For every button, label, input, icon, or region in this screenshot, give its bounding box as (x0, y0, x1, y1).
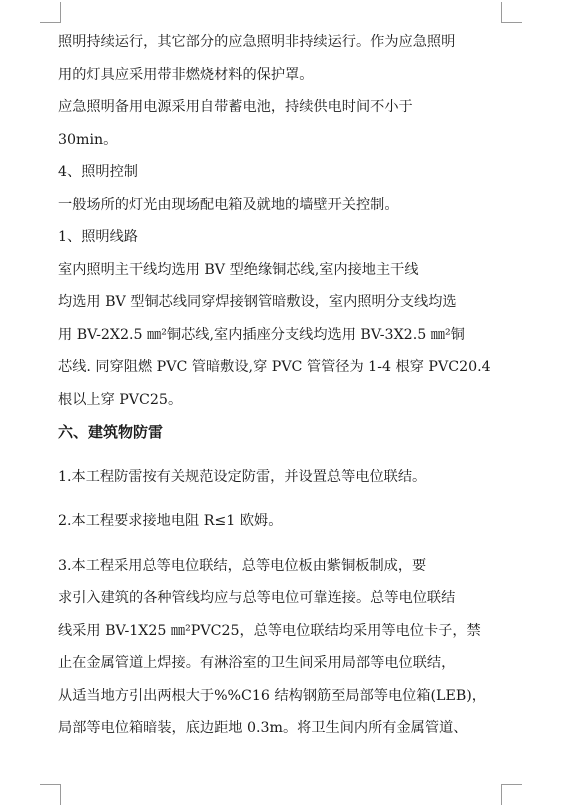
page-corner-mark-bottom-right (501, 784, 522, 805)
text-line: 芯线. 同穿阻燃 PVC 管暗敷设,穿 PVC 管管径为 1-4 根穿 PVC20.4 (58, 359, 491, 375)
text-line: 3.本工程采用总等电位联结，总等电位板由紫铜板制成，要 (58, 557, 427, 574)
text-line: 1、照明线路 (58, 229, 138, 245)
text-line: 照明持续运行，其它部分的应急照明非持续运行。作为应急照明 (58, 34, 456, 50)
text-line: 2.本工程要求接地电阻 R≤1 欧姆。 (58, 513, 283, 529)
page-corner-mark-top-right (501, 2, 522, 23)
text-line: 用的灯具应采用带非燃烧材料的保护罩。 (58, 66, 314, 83)
text-line: 根以上穿 PVC25。 (58, 391, 183, 408)
page-corner-mark-bottom-left (40, 784, 61, 805)
section-heading: 六、建筑物防雷 (58, 423, 164, 441)
text-line: 局部等电位箱暗装，底边距地 0.3m。将卫生间内所有金属管道、 (58, 720, 468, 736)
text-line: 均选用 BV 型铜芯线同穿焊接钢管暗敷设，室内照明分支线均选 (58, 294, 457, 310)
text-line: 一般场所的灯光由现场配电箱及就地的墙壁开关控制。 (58, 196, 399, 213)
text-line: 用 BV-2X2.5 ㎜²铜芯线,室内插座分支线均选用 BV-3X2.5 ㎜²铜 (58, 326, 465, 343)
spacer (58, 449, 504, 461)
text-line: 1.本工程防雷按有关规范设定防雷，并设置总等电位联结。 (58, 468, 427, 485)
text-line: 线采用 BV-1X25 ㎜²PVC25，总等电位联结均采用等电位卡子，禁 (58, 622, 481, 639)
text-line: 应急照明备用电源采用自带蓄电池，持续供电时间不小于 (58, 99, 413, 115)
text-line: 室内照明主干线均选用 BV 型绝缘铜芯线,室内接地主干线 (58, 261, 419, 278)
spacer (58, 493, 504, 505)
text-line: 4、照明控制 (58, 164, 138, 180)
spacer (58, 538, 504, 550)
text-line: 30min。 (58, 131, 118, 148)
text-line: 从适当地方引出两根大于%%C16 结构钢筋至局部等电位箱(LEB)， (58, 687, 486, 704)
text-line: 止在金属管道上焊接。有淋浴室的卫生间采用局部等电位联结， (58, 655, 456, 671)
text-line: 求引入建筑的各种管线均应与总等电位可靠连接。总等电位联结 (58, 590, 456, 606)
document-body (58, 26, 504, 745)
page-corner-mark-top-left (40, 2, 61, 23)
